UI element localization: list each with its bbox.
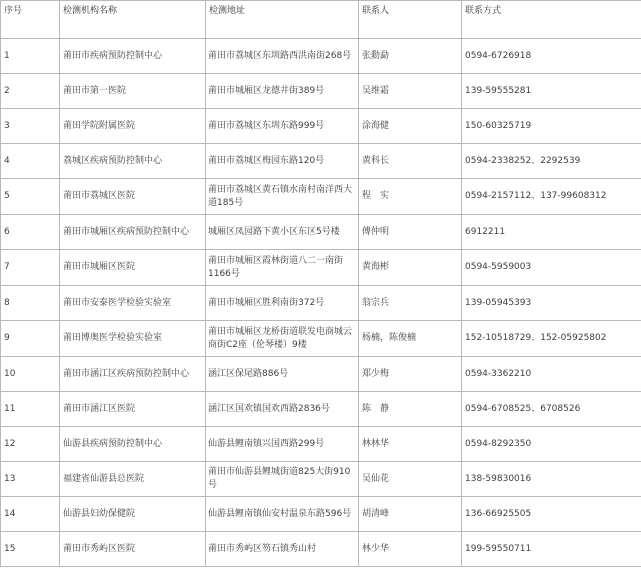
cell-institution-name: 莆田市涵江区医院	[60, 392, 206, 427]
cell-contact-person: 杨楠，陈俊楠	[359, 321, 462, 357]
cell-address: 仙游县鲤南镇仙安村温泉东路596号	[206, 497, 359, 532]
cell-phone: 199-59550711	[462, 532, 641, 567]
cell-institution-name: 莆田市涵江区疾病预防控制中心	[60, 357, 206, 392]
table-row	[1, 357, 641, 392]
cell-phone: 136-66925505	[462, 497, 641, 532]
header-number: 序号	[1, 1, 60, 39]
cell-address: 莆田市荔城区梅园东路120号	[206, 144, 359, 179]
cell-phone: 0594-5959003	[462, 250, 641, 286]
cell-address: 涵江区国欢镇国欢西路2836号	[206, 392, 359, 427]
cell-institution-name: 福建省仙游县总医院	[60, 462, 206, 497]
cell-number: 14	[1, 497, 60, 532]
cell-address: 涵江区保尾路886号	[206, 357, 359, 392]
table-row	[1, 39, 641, 74]
table-row	[1, 109, 641, 144]
cell-number: 1	[1, 39, 60, 74]
cell-number: 2	[1, 74, 60, 109]
cell-phone: 0594-6726918	[462, 39, 641, 74]
cell-institution-name: 仙游县疾病预防控制中心	[60, 427, 206, 462]
cell-phone: 0594-8292350	[462, 427, 641, 462]
table-row	[1, 497, 641, 532]
table-row	[1, 215, 641, 250]
header-contact-method: 联系方式	[462, 1, 641, 39]
cell-institution-name: 莆田市城厢区医院	[60, 250, 206, 286]
cell-institution-name: 莆田市第一医院	[60, 74, 206, 109]
table-row	[1, 392, 641, 427]
cell-address: 莆田市秀屿区笏石镇秀山村	[206, 532, 359, 567]
cell-contact-person: 吴维霜	[359, 74, 462, 109]
cell-address: 莆田市荔城区东圳东路999号	[206, 109, 359, 144]
cell-address: 莆田市城厢区龙桥街道联发电商城云商街C2座（伦琴楼）9楼	[206, 321, 359, 357]
table-row	[1, 532, 641, 567]
cell-institution-name: 莆田市秀屿区医院	[60, 532, 206, 567]
cell-institution-name: 莆田市疾病预防控制中心	[60, 39, 206, 74]
cell-phone: 0594-3362210	[462, 357, 641, 392]
cell-address: 城厢区凤园路下黄小区东区5号楼	[206, 215, 359, 250]
cell-contact-person: 胡清峰	[359, 497, 462, 532]
cell-institution-name: 荔城区疾病预防控制中心	[60, 144, 206, 179]
cell-address: 莆田市荔城区黄石镇水南村南洋西大道185号	[206, 179, 359, 215]
cell-institution-name: 莆田学院附属医院	[60, 109, 206, 144]
cell-number: 10	[1, 357, 60, 392]
header-institution-name: 检测机构名称	[60, 1, 206, 39]
cell-phone: 6912211	[462, 215, 641, 250]
cell-number: 5	[1, 179, 60, 215]
cell-contact-person: 林少华	[359, 532, 462, 567]
cell-contact-person: 陈 静	[359, 392, 462, 427]
cell-phone: 139-05945393	[462, 286, 641, 321]
table-row	[1, 250, 641, 286]
cell-number: 7	[1, 250, 60, 286]
table-row	[1, 74, 641, 109]
cell-institution-name: 莆田市城厢区疾病预防控制中心	[60, 215, 206, 250]
cell-number: 9	[1, 321, 60, 357]
table-row	[1, 179, 641, 215]
cell-institution-name: 莆田市荔城区医院	[60, 179, 206, 215]
cell-address: 莆田市城厢区胜利南街372号	[206, 286, 359, 321]
cell-address: 仙游县鲤南镇兴国西路299号	[206, 427, 359, 462]
cell-address: 莆田市城厢区龙德井街389号	[206, 74, 359, 109]
table-row	[1, 462, 641, 497]
cell-contact-person: 程 实	[359, 179, 462, 215]
cell-institution-name: 莆田博奥医学检验实验室	[60, 321, 206, 357]
cell-address: 莆田市仙游县鲤城街道825大街910号	[206, 462, 359, 497]
header-address: 检测地址	[206, 1, 359, 39]
cell-phone: 152-10518729、152-05925802	[462, 321, 641, 357]
table-row	[1, 144, 641, 179]
cell-number: 12	[1, 427, 60, 462]
cell-address: 莆田市荔城区东圳路西洪南街268号	[206, 39, 359, 74]
header-contact-person: 联系人	[359, 1, 462, 39]
cell-contact-person: 黄海彬	[359, 250, 462, 286]
cell-phone: 0594-6708525、6708526	[462, 392, 641, 427]
cell-phone: 138-59830016	[462, 462, 641, 497]
cell-number: 15	[1, 532, 60, 567]
cell-number: 13	[1, 462, 60, 497]
cell-phone: 139-59555281	[462, 74, 641, 109]
cell-number: 8	[1, 286, 60, 321]
cell-phone: 0594-2157112、137-99608312	[462, 179, 641, 215]
table-header-row	[1, 1, 641, 39]
cell-address: 莆田市城厢区霞林街道八二一南街1166号	[206, 250, 359, 286]
cell-contact-person: 张勳勐	[359, 39, 462, 74]
cell-phone: 0594-2338252、2292539	[462, 144, 641, 179]
table-row	[1, 427, 641, 462]
cell-contact-person: 郑少梅	[359, 357, 462, 392]
cell-contact-person: 涂海健	[359, 109, 462, 144]
table-row	[1, 286, 641, 321]
cell-number: 3	[1, 109, 60, 144]
cell-number: 6	[1, 215, 60, 250]
cell-phone: 150-60325719	[462, 109, 641, 144]
cell-contact-person: 黄科长	[359, 144, 462, 179]
cell-contact-person: 翁宗兵	[359, 286, 462, 321]
cell-contact-person: 傅仲明	[359, 215, 462, 250]
cell-institution-name: 莆田市安泰医学检验实验室	[60, 286, 206, 321]
cell-number: 4	[1, 144, 60, 179]
cell-number: 11	[1, 392, 60, 427]
cell-contact-person: 吴仙花	[359, 462, 462, 497]
table-row	[1, 321, 641, 357]
cell-contact-person: 林林华	[359, 427, 462, 462]
cell-institution-name: 仙游县妇幼保健院	[60, 497, 206, 532]
